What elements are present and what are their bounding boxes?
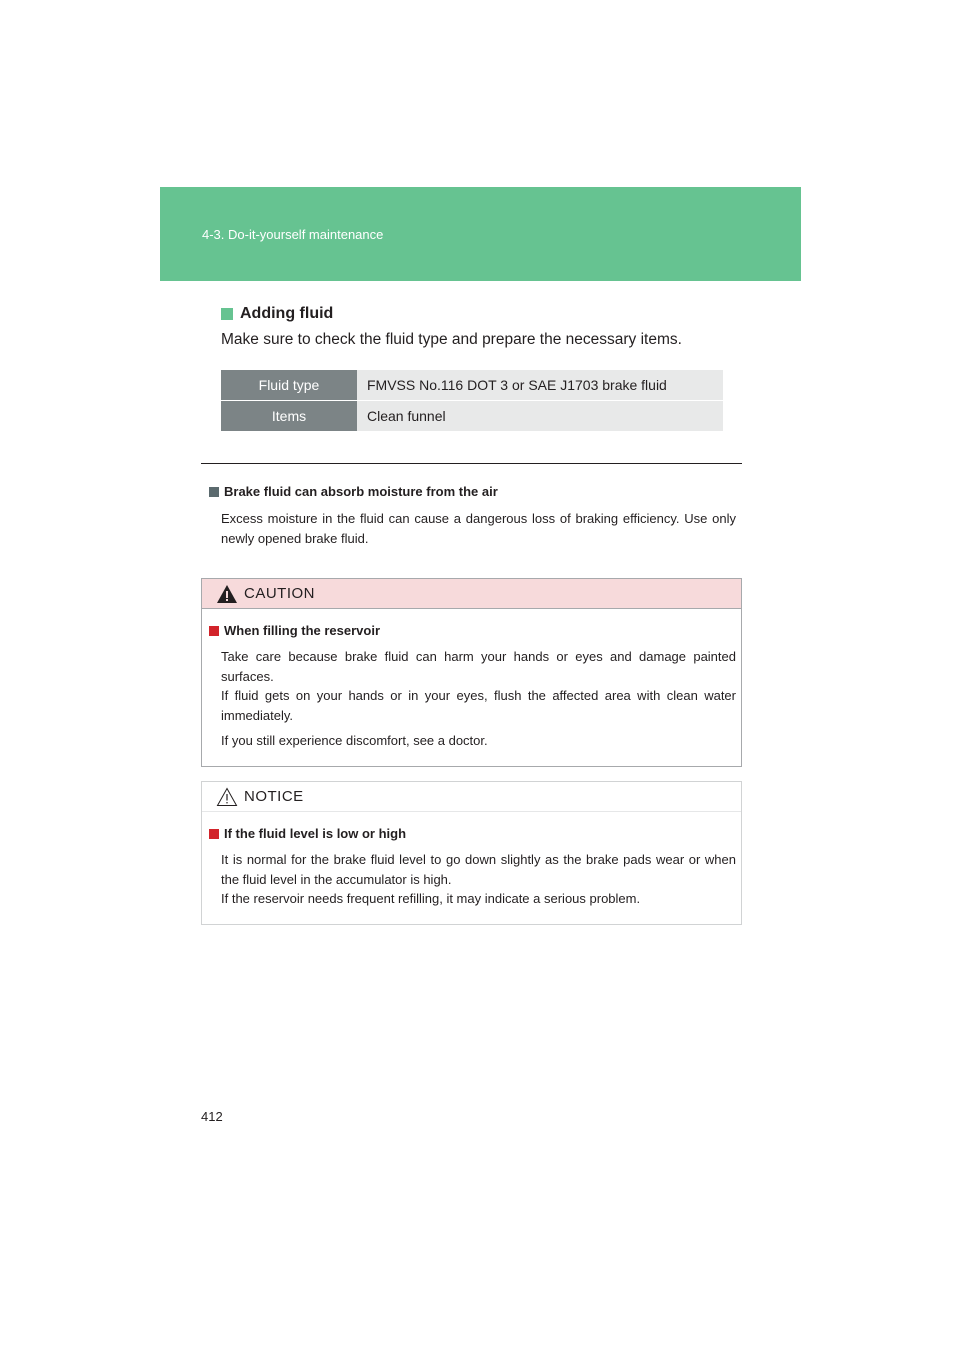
caution-paragraph: If you still experience discomfort, see a doctor. (221, 733, 488, 748)
table-value: FMVSS No.116 DOT 3 or SAE J1703 brake fluid (357, 370, 723, 400)
notice-header (202, 782, 741, 812)
adding-fluid-heading-text: Adding fluid (240, 305, 334, 322)
square-bullet-icon (209, 487, 219, 497)
caution-paragraph: If fluid gets on your hands or in your eyes, flush the affected area with clean water immediately. (221, 688, 736, 723)
divider (201, 463, 742, 464)
notice-paragraph: If the reservoir needs frequent refilling, it may indicate a serious problem. (221, 891, 641, 906)
caution-box (201, 578, 742, 767)
caution-paragraph: Take care because brake fluid can harm your hands or eyes and damage painted surfaces. (221, 649, 736, 684)
caution-header (202, 579, 741, 609)
table-row (221, 401, 723, 431)
page-number: 412 (201, 1109, 223, 1124)
table-row (221, 370, 723, 400)
caution-title: CAUTION (244, 585, 315, 602)
adding-fluid-intro: Make sure to check the fluid type and prepare the necessary items. (221, 331, 682, 348)
adding-fluid-heading (221, 305, 333, 323)
header-bar (160, 187, 801, 281)
warning-triangle-icon (216, 787, 238, 807)
table-key: Items (221, 401, 357, 431)
note-body: Excess moisture in the fluid can cause a dangerous loss of braking efficiency. Use only newly opened brake fluid. (221, 511, 736, 546)
notice-subheading (209, 826, 406, 841)
section-title: 4-3. Do-it-yourself maintenance (202, 227, 384, 242)
notice-subheading-text: If the fluid level is low or high (224, 826, 407, 841)
notice-text (221, 850, 736, 909)
note-heading (209, 484, 498, 499)
caution-text (221, 647, 736, 751)
fluid-table (221, 369, 723, 432)
note-heading-text: Brake fluid can absorb moisture from the air (224, 484, 498, 499)
caution-subheading-text: When filling the reservoir (224, 623, 381, 638)
square-bullet-icon (221, 308, 233, 320)
notice-title: NOTICE (244, 788, 304, 805)
notice-paragraph: It is normal for the brake fluid level to go down slightly as the brake pads wear or when the fluid level in the accumulator is high. (221, 852, 736, 887)
table-key: Fluid type (221, 370, 357, 400)
square-bullet-icon (209, 626, 219, 636)
caution-subheading (209, 623, 380, 638)
notice-box (201, 781, 742, 925)
square-bullet-icon (209, 829, 219, 839)
table-value: Clean funnel (357, 401, 723, 431)
warning-triangle-icon (216, 584, 238, 604)
